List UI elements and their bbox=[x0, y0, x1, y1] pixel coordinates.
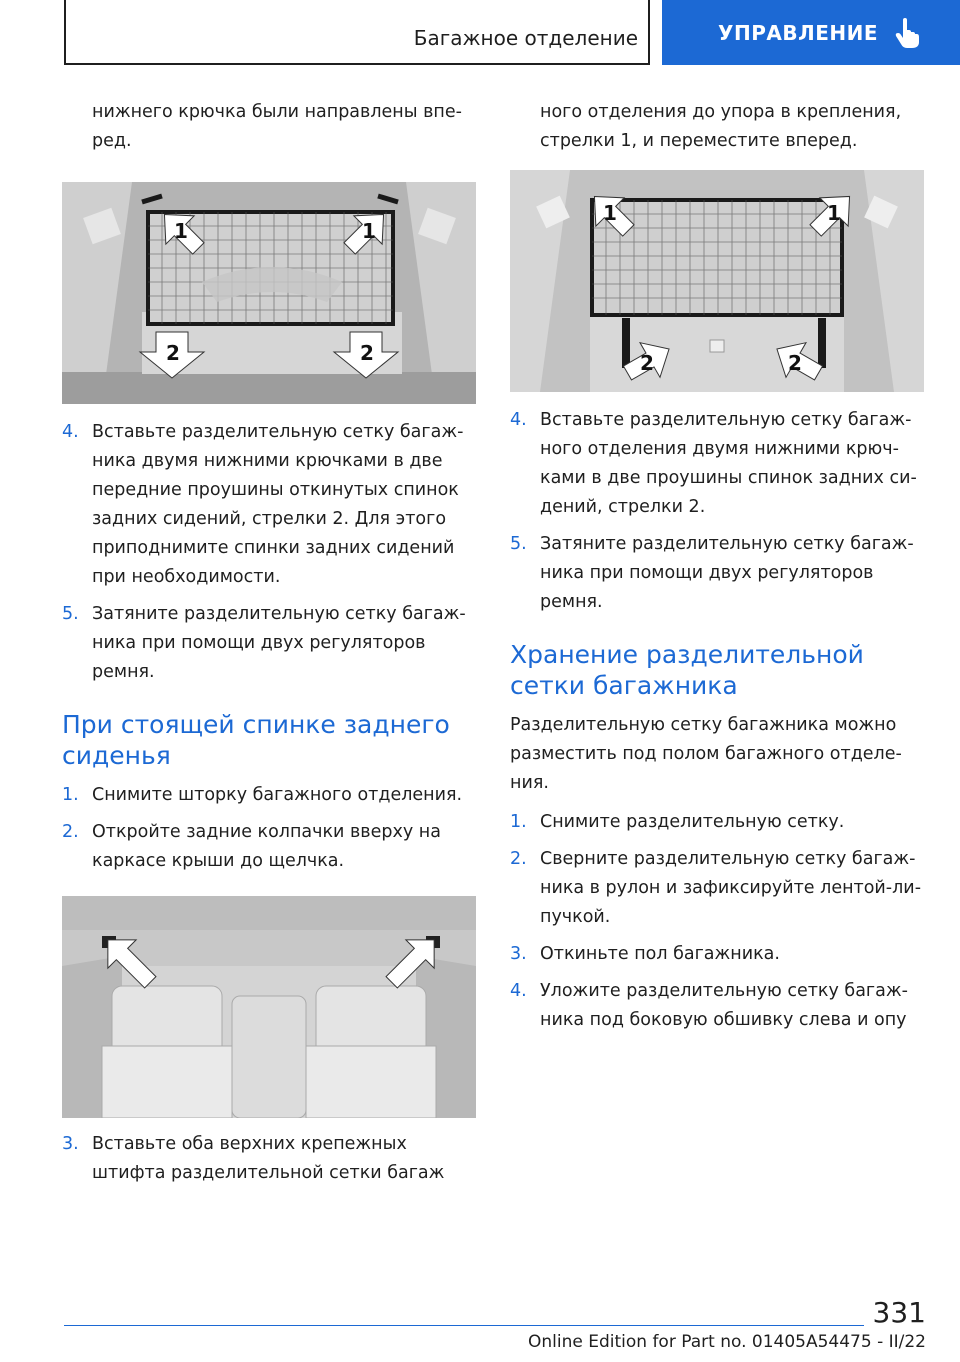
step-number: 5. bbox=[62, 604, 79, 624]
list-item bbox=[62, 418, 476, 592]
right-column bbox=[510, 98, 924, 1043]
right-intro: ного отделения до упора в крепления, стрелки 1, и переместите вперед. bbox=[540, 102, 902, 151]
step-text: Вставьте разделительную сетку багажника двумя нижними крючками в две передние проушины откинутых спинок задних сидений, стрелки 2. Для этого приподнимите спинки задних сидений при необходимости. bbox=[92, 422, 464, 587]
step-text: Откиньте пол багажника. bbox=[540, 944, 780, 964]
header-right-rule bbox=[648, 0, 650, 65]
page-number: 331 bbox=[872, 1296, 926, 1329]
figure2-arrow-label: 2 bbox=[640, 351, 654, 375]
section-title: Багажное отделение bbox=[413, 26, 638, 50]
step-number: 4. bbox=[510, 410, 527, 430]
chapter-tab-label: УПРАВЛЕНИЕ bbox=[718, 20, 878, 45]
figure-roof-caps-drawing bbox=[62, 896, 476, 1118]
step-number: 4. bbox=[62, 422, 79, 442]
step-text: Откройте задние колпачки вверху на каркасе крыши до щелчка. bbox=[92, 822, 441, 871]
list-item bbox=[62, 781, 476, 810]
header-bottom-rule bbox=[64, 63, 650, 65]
figure2-arrow-label: 1 bbox=[603, 201, 617, 225]
list-item bbox=[510, 808, 924, 837]
figure-roof-caps bbox=[62, 896, 476, 1118]
figure2-arrow-label: 1 bbox=[827, 201, 841, 225]
list-item bbox=[510, 845, 924, 932]
edition-footer: Online Edition for Part no. 01405A54475 - II/22 bbox=[527, 1332, 926, 1352]
section-heading: Хранение разделительной сетки багажника bbox=[510, 640, 864, 700]
step-number: 3. bbox=[62, 1134, 79, 1154]
figure-net-folded-seats-drawing bbox=[62, 182, 476, 404]
list-item bbox=[62, 818, 476, 876]
list-item bbox=[510, 406, 924, 522]
list-item bbox=[510, 977, 924, 1035]
step-text: Вставьте оба верхних крепежных штифта разделительной сетки багаж bbox=[92, 1134, 445, 1183]
left-column bbox=[62, 98, 476, 1196]
step-number: 5. bbox=[510, 534, 527, 554]
step-text: Снимите шторку багажного отделения. bbox=[92, 785, 463, 805]
footer-rule bbox=[64, 1325, 864, 1326]
step-text: Вставьте разделительную сетку багажного отделения двумя нижними крючками в две проушины спинок задних сидений, стрелки 2. bbox=[540, 410, 917, 517]
step-number: 2. bbox=[510, 849, 527, 869]
step-text: Затяните разделительную сетку багажника при помощи двух регуляторов ремня. bbox=[540, 534, 914, 612]
step-text: Затяните разделительную сетку багажника при помощи двух регуляторов ремня. bbox=[92, 604, 466, 682]
step-text: Снимите разделительную сетку. bbox=[540, 812, 845, 832]
body-paragraph: Разделительную сетку багажника можно разместить под полом багажного отделения. bbox=[510, 715, 902, 793]
left-intro: нижнего крючка были направлены вперед. bbox=[92, 102, 462, 151]
figure1-arrow-label: 2 bbox=[166, 341, 180, 365]
list-item bbox=[510, 940, 924, 969]
list-item bbox=[62, 600, 476, 687]
list-item bbox=[62, 1130, 476, 1188]
hand-pointer-icon bbox=[894, 18, 920, 48]
figure2-arrow-label: 2 bbox=[788, 351, 802, 375]
step-number: 1. bbox=[62, 785, 79, 805]
step-number: 3. bbox=[510, 944, 527, 964]
figure-net-upright-seats-drawing bbox=[510, 170, 924, 392]
chapter-tab[interactable] bbox=[662, 0, 960, 65]
list-item bbox=[510, 530, 924, 617]
step-number: 4. bbox=[510, 981, 527, 1001]
figure1-arrow-label: 1 bbox=[174, 219, 188, 243]
header-left-rule bbox=[64, 0, 66, 65]
step-number: 1. bbox=[510, 812, 527, 832]
step-number: 2. bbox=[62, 822, 79, 842]
figure1-arrow-label: 1 bbox=[362, 219, 376, 243]
figure1-arrow-label: 2 bbox=[360, 341, 374, 365]
figure-net-folded-seats bbox=[62, 182, 476, 404]
step-text: Уложите разделительную сетку багажника под боковую обшивку слева и опу bbox=[540, 981, 908, 1030]
section-heading: При стоящей спинке заднего сиденья bbox=[62, 710, 450, 770]
figure-net-upright-seats bbox=[510, 170, 924, 392]
step-text: Сверните разделительную сетку багажника в рулон и зафиксируйте лентой-липучкой. bbox=[540, 849, 922, 927]
